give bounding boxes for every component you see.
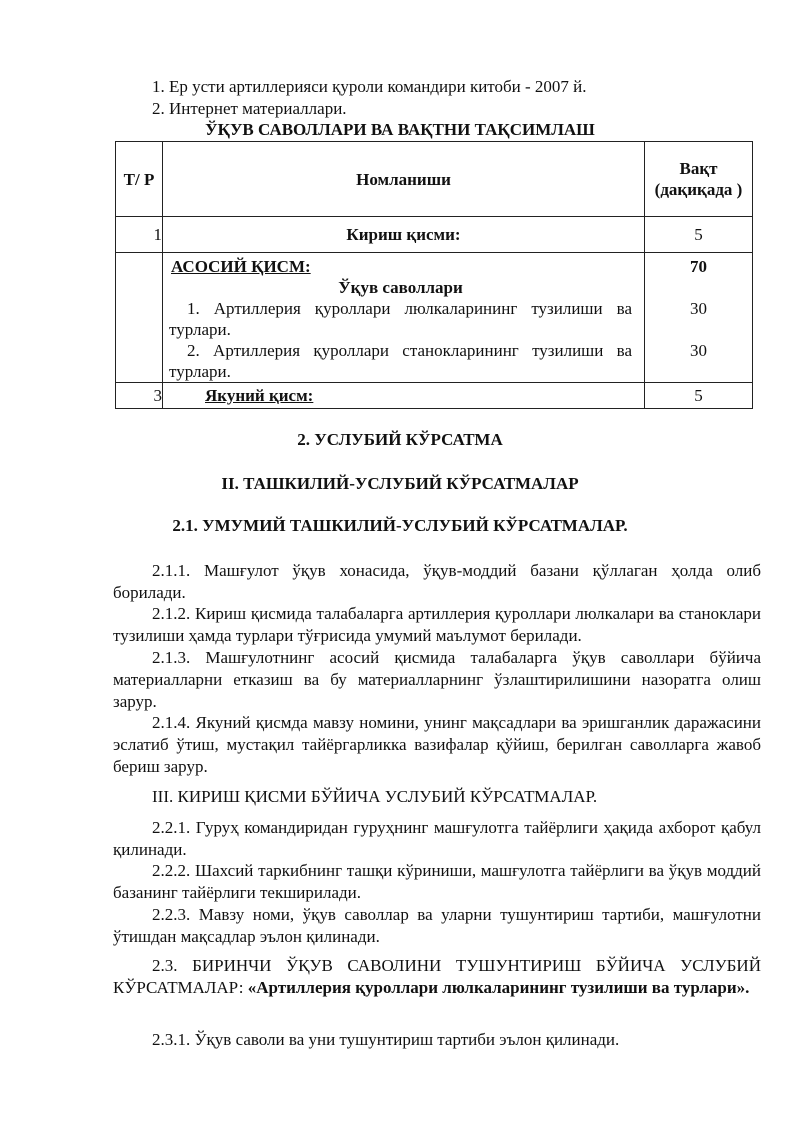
row1-name: Кириш қисми: [163,217,645,253]
row1-num: 1 [116,217,163,253]
paragraph-2-3-1: 2.3.1. Ўқув саволи ва уни тушунтириш тартиби эълон қилинади. [152,1030,620,1049]
row3-num: 3 [116,383,163,409]
paragraph-2-3-topic: «Артиллерия қуроллари люлкаларининг тузилиши ва турлари». [247,978,750,997]
paragraph-2-2-2: 2.2.2. Шахсий таркибнинг ташқи кўриниши, машғулотга тайёрлиги ва ўқув моддий базанинг тайёрлиги текширилади. [113,861,761,902]
reference-1: 1. Ер усти артиллерияси қуроли командири китоби - 2007 й. [152,77,587,96]
header-num: Т/ Р [116,142,163,217]
table-row [116,253,753,383]
paragraph-2-1-3: 2.1.3. Машғулотнинг асосий қисмида талабаларга ўқув саволлари бўйича материалларни етказиш ва бу материалларнинг ўзлаштирилишини назоратга олиш зарур. [113,648,761,711]
row1-time: 5 [645,217,753,253]
table-row [116,217,753,253]
row2-subtitle: Ўқув саволлари [338,278,463,297]
row2-num [116,253,163,383]
row3-time: 5 [645,383,753,409]
row2-name: АСОСИЙ ҚИСМ: [171,257,311,276]
reference-2: 2. Интернет материаллари. [152,99,347,118]
row2-question-2: 2. Артиллерия қуроллари станокларининг тузилиши ва турлари. [169,341,632,381]
paragraph-2-1-4: 2.1.4. Якуний қисмда мавзу номини, унинг мақсадлари ва эришганлик даражасини эслатиб ўтиш, мустақил тайёргарликка вазифалар қўйиш, берилган саволларга жавоб бериш зарур. [113,713,761,776]
schedule-table [115,141,753,409]
heading-organizational: II. ТАШКИЛИЙ-УСЛУБИЙ КЎРСАТМАЛАР [221,474,579,493]
table-title: ЎҚУВ САВОЛЛАРИ ВА ВАҚТНИ ТАҚСИМЛАШ [205,120,595,139]
row2-q2-time: 30 [690,341,707,360]
row2-question-1: 1. Артиллерия қуроллари люлкаларининг тузилиши ва турлари. [169,299,632,339]
row2-q1-time: 30 [690,299,707,318]
header-time: Вақт (дақиқада ) [645,142,753,217]
table-header-row [116,142,753,217]
table-row [116,383,753,409]
row2-time: 70 [690,257,707,276]
paragraph-2-2-1: 2.2.1. Гуруҳ командиридан гуруҳнинг машғулотга тайёрлиги ҳақида ахборот қабул қилинади. [113,818,761,859]
section-introduction-heading: III. КИРИШ ҚИСМИ БЎЙИЧА УСЛУБИЙ КЎРСАТМАЛАР. [152,787,598,806]
heading-general: 2.1. УМУМИЙ ТАШКИЛИЙ-УСЛУБИЙ КЎРСАТМАЛАР. [172,516,628,535]
heading-methodical: 2. УСЛУБИЙ КЎРСАТМА [297,430,503,449]
row3-name: Якуний қисм: [205,386,314,405]
paragraph-2-1-1: 2.1.1. Машғулот ўқув хонасида, ўқув-моддий базани қўллаган ҳолда олиб борилади. [113,561,761,602]
paragraph-2-1-2: 2.1.2. Кириш қисмида талабаларга артиллерия қуроллари люлкалари ва станоклари тузилиши ҳамда турлари тўғрисида умумий маълумот берилади. [113,604,761,645]
paragraph-2-3-text: 2.3. БИРИНЧИ ЎҚУВ САВОЛИНИ ТУШУНТИРИШ БЎЙИЧА УСЛУБИЙ КЎРСАТМАЛАР: [113,956,761,997]
header-name: Номланиши [163,142,645,217]
paragraph-2-2-3: 2.2.3. Мавзу номи, ўқув саволлар ва уларни тушунтириш тартиби, машғулотни ўтишдан мақсадлар эълон қилинади. [113,905,761,946]
paragraph-2-3 [113,955,761,999]
